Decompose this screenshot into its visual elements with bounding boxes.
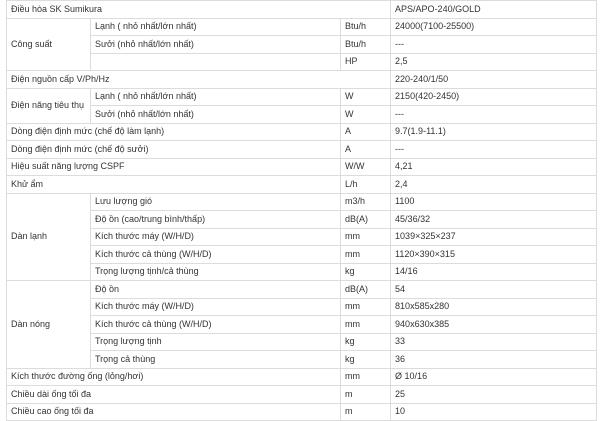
- table-row: [7, 36, 597, 54]
- value-cell: 2150(420-2450): [391, 88, 597, 106]
- unit-cell: kg: [341, 333, 391, 351]
- unit-cell: mm: [341, 316, 391, 334]
- value-cell: 940x630x385: [391, 316, 597, 334]
- unit-cell: mm: [341, 368, 391, 386]
- value-cell: 220-240/1/50: [391, 71, 597, 89]
- table-row: [7, 71, 597, 89]
- unit-cell: mm: [341, 298, 391, 316]
- table-row: [7, 281, 597, 299]
- value-cell: 2,4: [391, 176, 597, 194]
- row-label: Dòng điện định mức (chế độ sưởi): [7, 141, 341, 159]
- sub-label: Trọng cả thùng: [91, 351, 341, 369]
- sub-label: Lạnh ( nhỏ nhất/lớn nhất): [91, 18, 341, 36]
- table-row: [7, 18, 597, 36]
- unit-cell: mm: [341, 228, 391, 246]
- sub-label: Kích thước máy (W/H/D): [91, 228, 341, 246]
- table-row: [7, 123, 597, 141]
- unit-cell: W/W: [341, 158, 391, 176]
- table-row: [7, 333, 597, 351]
- value-cell: 14/16: [391, 263, 597, 281]
- sub-label: Sưởi (nhỏ nhất/lớn nhất): [91, 106, 341, 124]
- sub-label: Kích thước cả thùng (W/H/D): [91, 316, 341, 334]
- unit-cell: Btu/h: [341, 36, 391, 54]
- row-label: Dòng điện định mức (chế độ làm lạnh): [7, 123, 341, 141]
- unit-cell: HP: [341, 53, 391, 71]
- table-row: [7, 106, 597, 124]
- sub-label: [91, 53, 341, 71]
- header-row: [7, 1, 597, 19]
- header-label: Điều hòa SK Sumikura: [7, 1, 391, 19]
- value-cell: 25: [391, 386, 597, 404]
- value-cell: 4,21: [391, 158, 597, 176]
- spec-table: [6, 0, 597, 421]
- table-row: [7, 246, 597, 264]
- table-row: [7, 176, 597, 194]
- table-row: [7, 141, 597, 159]
- group-label-dien-nang: Điện năng tiêu thụ: [7, 88, 91, 123]
- sub-label: Kích thước máy (W/H/D): [91, 298, 341, 316]
- value-cell: Ø 10/16: [391, 368, 597, 386]
- sub-label: Độ ồn: [91, 281, 341, 299]
- table-row: [7, 316, 597, 334]
- unit-cell: W: [341, 106, 391, 124]
- table-row: [7, 351, 597, 369]
- row-label: Hiệu suất năng lượng CSPF: [7, 158, 341, 176]
- unit-cell: dB(A): [341, 281, 391, 299]
- unit-cell: mm: [341, 246, 391, 264]
- unit-cell: m3/h: [341, 193, 391, 211]
- sub-label: Lạnh ( nhỏ nhất/lớn nhất): [91, 88, 341, 106]
- group-label-cong-suat: Công suất: [7, 18, 91, 71]
- sub-label: Sưởi (nhỏ nhất/lớn nhất): [91, 36, 341, 54]
- sub-label: Kích thước cả thùng (W/H/D): [91, 246, 341, 264]
- value-cell: 1039×325×237: [391, 228, 597, 246]
- value-cell: 33: [391, 333, 597, 351]
- sub-label: Lưu lượng gió: [91, 193, 341, 211]
- table-row: [7, 228, 597, 246]
- unit-cell: dB(A): [341, 211, 391, 229]
- group-label-dan-lanh: Dàn lạnh: [7, 193, 91, 281]
- value-cell: 24000(7100-25500): [391, 18, 597, 36]
- unit-cell: m: [341, 403, 391, 421]
- sub-label: Độ ồn (cao/trung bình/thấp): [91, 211, 341, 229]
- value-cell: 10: [391, 403, 597, 421]
- value-cell: ---: [391, 36, 597, 54]
- unit-cell: A: [341, 141, 391, 159]
- header-value: APS/APO-240/GOLD: [391, 1, 597, 19]
- group-label-dan-nong: Dàn nóng: [7, 281, 91, 369]
- row-label: Khử ẩm: [7, 176, 341, 194]
- unit-cell: W: [341, 88, 391, 106]
- table-row: [7, 368, 597, 386]
- row-label: Chiều cao ống tối đa: [7, 403, 341, 421]
- row-label: Kích thước đường ống (lỏng/hơi): [7, 368, 341, 386]
- value-cell: 2,5: [391, 53, 597, 71]
- value-cell: ---: [391, 106, 597, 124]
- table-row: [7, 88, 597, 106]
- value-cell: 1100: [391, 193, 597, 211]
- table-row: [7, 298, 597, 316]
- sub-label: Trọng lượng tịnh: [91, 333, 341, 351]
- unit-cell: kg: [341, 351, 391, 369]
- table-row: [7, 158, 597, 176]
- table-row: [7, 386, 597, 404]
- value-cell: 810x585x280: [391, 298, 597, 316]
- table-row: [7, 193, 597, 211]
- value-cell: 1120×390×315: [391, 246, 597, 264]
- value-cell: 9.7(1.9-11.1): [391, 123, 597, 141]
- table-row: [7, 53, 597, 71]
- sub-label: Trọng lượng tịnh/cả thùng: [91, 263, 341, 281]
- row-label: Chiều dài ống tối đa: [7, 386, 341, 404]
- value-cell: 45/36/32: [391, 211, 597, 229]
- unit-cell: A: [341, 123, 391, 141]
- value-cell: 36: [391, 351, 597, 369]
- table-row: [7, 211, 597, 229]
- table-row: [7, 403, 597, 421]
- row-label: Điện nguồn cấp V/Ph/Hz: [7, 71, 391, 89]
- unit-cell: kg: [341, 263, 391, 281]
- unit-cell: L/h: [341, 176, 391, 194]
- unit-cell: Btu/h: [341, 18, 391, 36]
- unit-cell: m: [341, 386, 391, 404]
- value-cell: 54: [391, 281, 597, 299]
- table-row: [7, 263, 597, 281]
- value-cell: ---: [391, 141, 597, 159]
